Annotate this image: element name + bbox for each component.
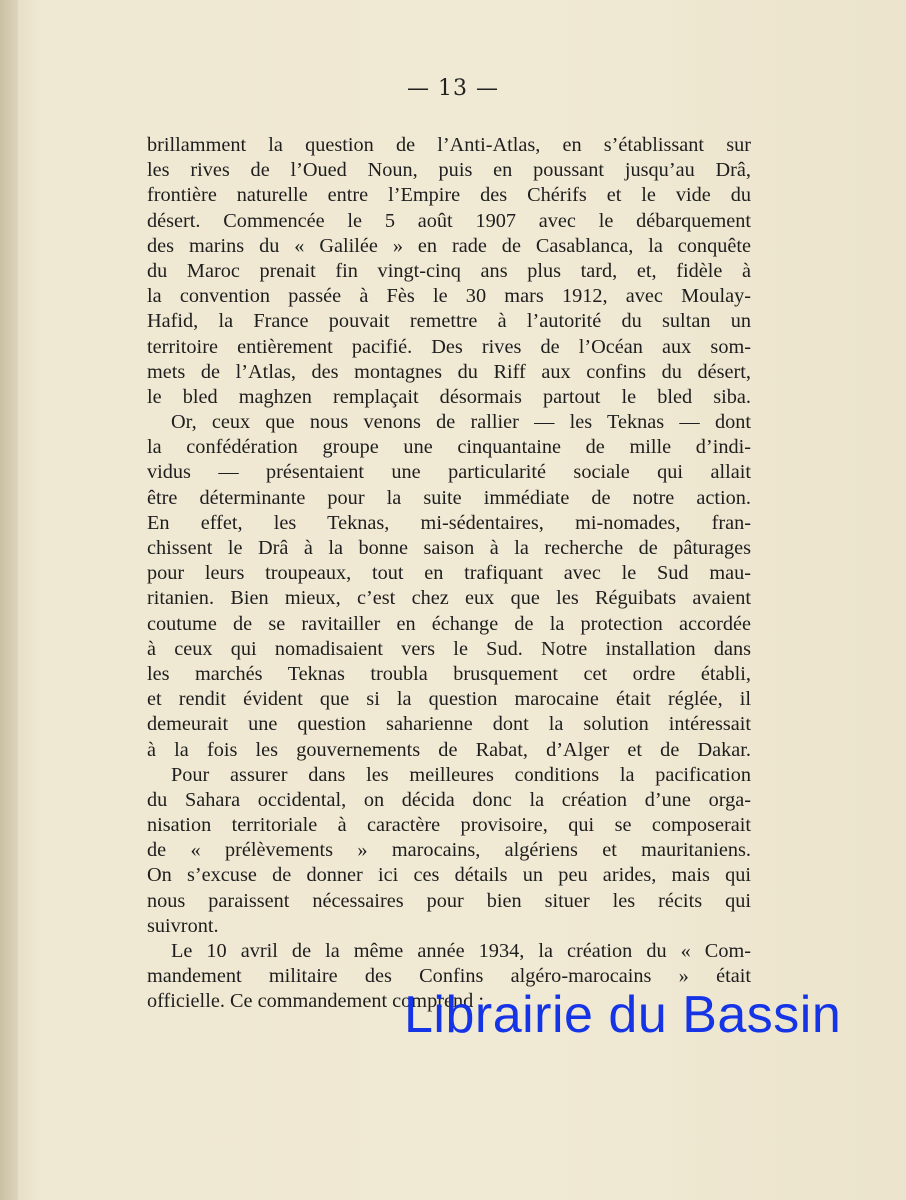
page-number: — 13 — [407, 76, 499, 101]
text-line: mandement militaire des Confins algéro-marocains » était [147, 965, 751, 988]
text-line: nisation territoriale à caractère provisoire, qui se composerait [147, 814, 751, 837]
text-line: On s’excuse de donner ici ces détails un peu arides, mais qui [147, 864, 751, 887]
text-line: suivront. [147, 914, 219, 937]
text-line: Le 10 avril de la même année 1934, la création du « Com- [171, 940, 751, 962]
text-line: chissent le Drâ à la bonne saison à la recherche de pâturages [147, 537, 751, 559]
watermark: Librairie du Bassin [404, 986, 842, 1044]
text-line: Hafid, la France pouvait remettre à l’autorité du sultan un [147, 310, 751, 333]
text-line: nous paraissent nécessaires pour bien situer les récits qui [147, 889, 751, 912]
text-line: brillamment la question de l’Anti-Atlas, en s’établissant sur [147, 134, 751, 156]
text-line: En effet, les Teknas, mi-sédentaires, mi-nomades, fran- [147, 511, 751, 534]
text-line: territoire entièrement pacifié. Des rives de l’Océan aux som- [147, 335, 751, 358]
page-gutter [0, 0, 18, 1200]
text-line: officielle. Ce commandement comprend : [147, 990, 484, 1013]
text-line: Pour assurer dans les meilleures conditions la pacification [171, 763, 751, 786]
text-line: de « prélèvements » marocains, algériens et mauritaniens. [147, 839, 751, 862]
text-line: les marchés Teknas troubla brusquement cet ordre établi, [147, 662, 751, 685]
text-line: pour leurs troupeaux, tout en trafiquant avec le Sud mau- [147, 562, 751, 585]
text-line: coutume de se ravitailler en échange de la protection accordée [147, 612, 751, 635]
text-line: la confédération groupe une cinquantaine de mille d’indi- [147, 436, 751, 459]
text-line: frontière naturelle entre l’Empire des Chérifs et le vide du [147, 184, 751, 207]
text-line: la convention passée à Fès le 30 mars 1912, avec Moulay- [147, 285, 751, 308]
text-line: Or, ceux que nous venons de rallier — les Teknas — dont [171, 411, 751, 434]
body-text [147, 133, 751, 1015]
text-line: les rives de l’Oued Noun, puis en poussant jusqu’au Drâ, [147, 159, 751, 182]
text-line: ritanien. Bien mieux, c’est chez eux que les Réguibats avaient [147, 587, 751, 610]
text-line: mets de l’Atlas, des montagnes du Riff aux confins du désert, [147, 360, 751, 383]
text-line: du Maroc prenait fin vingt-cinq ans plus tard, et, fidèle à [147, 259, 751, 282]
text-line: vidus — présentaient une particularité sociale qui allait [147, 461, 751, 484]
text-line: être déterminante pour la suite immédiate de notre action. [147, 486, 751, 509]
text-line: désert. Commencée le 5 août 1907 avec le débarquement [147, 209, 751, 232]
text-line: à la fois les gouvernements de Rabat, d’Alger et de Dakar. [147, 738, 751, 761]
text-line: à ceux qui nomadisaient vers le Sud. Notre installation dans [147, 637, 751, 660]
text-line: du Sahara occidental, on décida donc la création d’une orga- [147, 788, 751, 811]
text-line: des marins du « Galilée » en rade de Casablanca, la conquête [147, 234, 751, 257]
text-line: le bled maghzen remplaçait désormais partout le bled siba. [147, 385, 751, 408]
text-line: demeurait une question saharienne dont la solution intéressait [147, 713, 751, 736]
text-line: et rendit évident que si la question marocaine était réglée, il [147, 688, 751, 711]
